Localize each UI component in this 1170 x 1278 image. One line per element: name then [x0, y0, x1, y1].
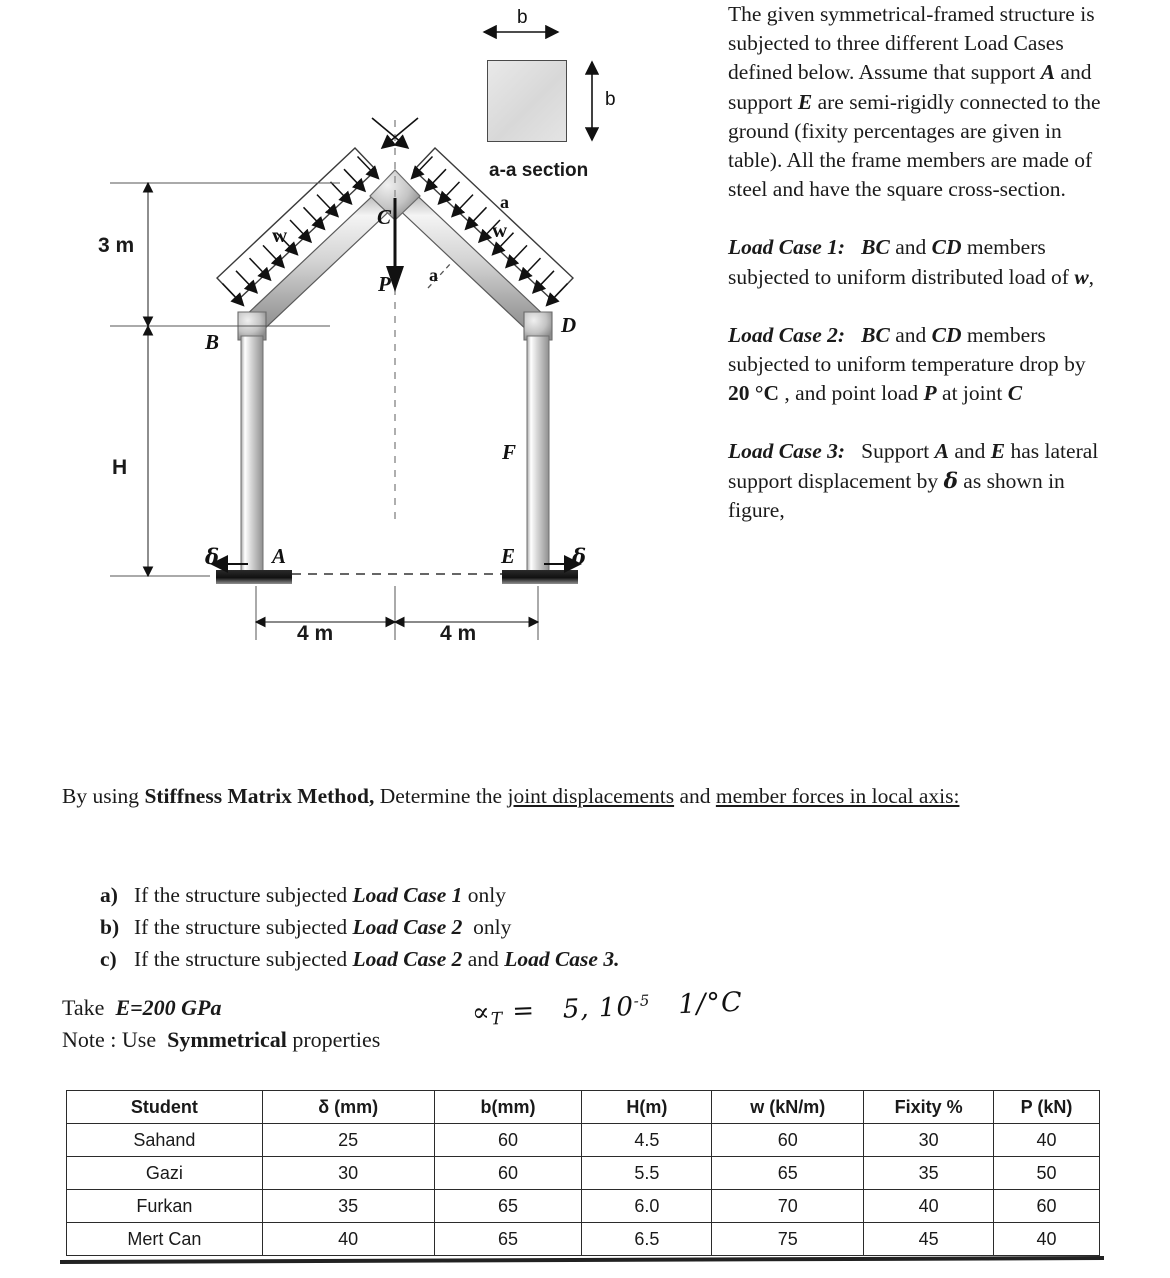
- header-w: w (kN/m): [712, 1091, 864, 1124]
- cross-section-square: [487, 60, 567, 142]
- table-row: [67, 1190, 1100, 1223]
- handwritten-value: 5, 10: [562, 991, 635, 1025]
- bottom-divider: [60, 1256, 1104, 1264]
- delta-label-left: δ: [205, 544, 220, 569]
- support-a-ref: A: [1040, 60, 1056, 85]
- joint-label-b: B: [205, 330, 220, 354]
- cell-b: 65: [434, 1190, 582, 1223]
- dimension-span-right: 4 m: [440, 622, 477, 645]
- elastic-modulus-value: E=200 GPa: [115, 995, 222, 1020]
- cell-p: 40: [994, 1124, 1100, 1157]
- table-row: [67, 1157, 1100, 1190]
- load-case-3: Load Case 3: Support A and E has lateral support displacement by δ as shown in figure,: [728, 439, 1099, 522]
- joint-label-e: E: [501, 544, 516, 568]
- load-case-2: Load Case 2: BC and CD members subjected to uniform temperature drop by 20 °C , and point load P at joint C: [728, 322, 1086, 406]
- cell-fixity: 40: [864, 1190, 994, 1223]
- method-name: Stiffness Matrix Method,: [144, 784, 375, 808]
- member-label-f: F: [502, 440, 517, 464]
- problem-description: [728, 0, 1108, 525]
- load-case-1: Load Case 1: BC and CD members subjected to uniform distributed load of w,: [728, 235, 1095, 289]
- frame-diagram-svg: [0, 0, 700, 760]
- cell-p: 50: [994, 1157, 1100, 1190]
- header-student: Student: [67, 1091, 263, 1124]
- cell-b: 60: [434, 1157, 582, 1190]
- load-case-2-title: Load Case 2:: [728, 322, 846, 347]
- cell-w: 60: [712, 1124, 864, 1157]
- intro-paragraph: The given symmetrical-framed structure is subjected to three different Load Cases defined below. Assume that support A and support E are semi-rigidly connected to the ground (fixity percentages are given in table). All the frame members are made of steel and have the square cross-section.: [728, 2, 1101, 202]
- joint-label-c: C: [377, 205, 392, 229]
- deliverable-2: member forces in local axis:: [715, 784, 960, 808]
- cell-student: Furkan: [67, 1190, 263, 1223]
- dimension-height: H: [112, 456, 128, 479]
- cell-h: 6.5: [582, 1223, 712, 1256]
- material-property-line: [62, 995, 221, 1021]
- dimension-rise: 3 m: [98, 234, 135, 257]
- take-prefix: Take: [62, 995, 105, 1020]
- question-item-b: [100, 912, 1000, 942]
- deliverable-1: joint displacements: [507, 784, 675, 808]
- structural-frame-figure: [0, 0, 700, 760]
- item-marker-b: b): [100, 915, 120, 939]
- handwritten-equals: =: [511, 995, 536, 1027]
- question-items: [100, 880, 1000, 976]
- cell-h: 4.5: [582, 1124, 712, 1157]
- cell-b: 60: [434, 1124, 582, 1157]
- delta-label-right: δ: [572, 544, 587, 569]
- cell-p: 40: [994, 1223, 1100, 1256]
- section-mark-a-upper: a: [500, 192, 509, 212]
- table-header-row: [67, 1091, 1100, 1124]
- item-marker-a: a): [100, 883, 118, 907]
- load-case-1-title: Load Case 1:: [728, 235, 846, 260]
- handwritten-exponent: -5: [633, 991, 651, 1010]
- spacer-2: [728, 292, 1108, 321]
- question-item-c: [100, 944, 1000, 974]
- cell-h: 6.0: [582, 1190, 712, 1223]
- item-marker-c: c): [100, 947, 117, 971]
- support-e-ref: E: [797, 89, 813, 114]
- item-text-c: If the structure subjected Load Case 2 and Load Case 3.: [134, 947, 620, 971]
- header-fixity: Fixity %: [864, 1091, 994, 1124]
- alpha-subscript: T: [490, 1009, 504, 1030]
- cell-student: Mert Can: [67, 1223, 263, 1256]
- question-item-a: [100, 880, 1000, 910]
- header-b: b(mm): [434, 1091, 582, 1124]
- dimension-span-left: 4 m: [297, 622, 334, 645]
- table-row: [67, 1124, 1100, 1157]
- table-row: [67, 1223, 1100, 1256]
- section-caption: a-a section: [489, 160, 589, 181]
- handwritten-unit: 1/°C: [677, 986, 744, 1021]
- spacer-3: [728, 408, 1108, 437]
- item-text-a: If the structure subjected Load Case 1 only: [134, 883, 506, 907]
- point-load-label-p: P: [378, 272, 391, 296]
- section-mark-a-lower: a: [429, 265, 438, 285]
- cell-w: 65: [712, 1157, 864, 1190]
- cell-fixity: 35: [864, 1157, 994, 1190]
- spacer-1: [728, 204, 1108, 233]
- note-emphasis: Symmetrical: [167, 1027, 287, 1052]
- cell-student: Gazi: [67, 1157, 263, 1190]
- note-line: [62, 1027, 380, 1053]
- question-lead: By using Stiffness Matrix Method, Determine the joint displacements and member forces in local axis:: [62, 784, 960, 808]
- header-delta: δ (mm): [262, 1091, 434, 1124]
- note-suffix: properties: [292, 1027, 381, 1052]
- alpha-symbol: ∝: [471, 997, 492, 1029]
- section-height-label: b: [605, 89, 616, 110]
- joint-label-a: A: [272, 544, 287, 568]
- cell-delta: 35: [262, 1190, 434, 1223]
- cell-student: Sahand: [67, 1124, 263, 1157]
- cell-p: 60: [994, 1190, 1100, 1223]
- cell-w: 70: [712, 1190, 864, 1223]
- item-text-b: If the structure subjected Load Case 2 only: [134, 915, 512, 939]
- cell-delta: 30: [262, 1157, 434, 1190]
- student-parameters-table: [66, 1090, 1100, 1256]
- cell-w: 75: [712, 1223, 864, 1256]
- cell-h: 5.5: [582, 1157, 712, 1190]
- cell-b: 65: [434, 1223, 582, 1256]
- cell-delta: 25: [262, 1124, 434, 1157]
- note-prefix: Note : Use: [62, 1027, 157, 1052]
- cell-fixity: 30: [864, 1124, 994, 1157]
- cell-fixity: 45: [864, 1223, 994, 1256]
- cell-delta: 40: [262, 1223, 434, 1256]
- udl-label-left: w: [272, 223, 288, 247]
- header-p: P (kN): [994, 1091, 1100, 1124]
- load-case-3-title: Load Case 3:: [728, 439, 846, 464]
- header-h: H(m): [582, 1091, 712, 1124]
- section-width-label: b: [517, 7, 528, 28]
- udl-label-right: w: [492, 218, 508, 242]
- joint-label-d: D: [561, 313, 577, 337]
- handwritten-thermal-coefficient: [471, 987, 743, 1030]
